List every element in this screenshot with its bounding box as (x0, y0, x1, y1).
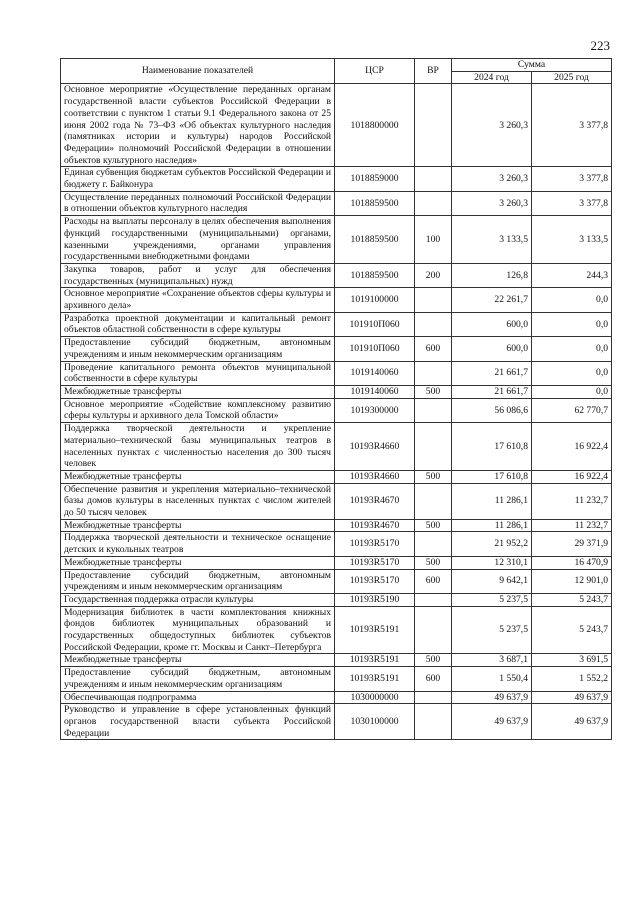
row-name: Межбюджетные трансферты (61, 654, 335, 667)
table-row (61, 704, 612, 740)
row-csr: 101910П060 (335, 337, 415, 361)
header-2024: 2024 год (452, 71, 532, 84)
row-2025: 3 133,5 (532, 216, 612, 264)
row-name: Обеспечивающая подпрограмма (61, 691, 335, 704)
row-2024: 3 260,3 (452, 84, 532, 167)
row-csr: 10193R5170 (335, 556, 415, 569)
row-vr: 500 (415, 519, 452, 532)
row-2024: 3 687,1 (452, 654, 532, 667)
row-2024: 5 237,5 (452, 593, 532, 606)
row-name: Межбюджетные трансферты (61, 556, 335, 569)
row-2024: 9 642,1 (452, 569, 532, 593)
row-name: Расходы на выплаты персоналу в целях обеспечения выполнения функций государственными (муниципальными) органами, казенными учреждениями, органами управления государственными внебюджетными фондами (61, 216, 335, 264)
row-vr (415, 191, 452, 215)
row-name: Закупка товаров, работ и услуг для обеспечения государственных (муниципальных) нужд (61, 263, 335, 287)
row-csr: 10193R4670 (335, 483, 415, 519)
row-2024: 56 086,6 (452, 398, 532, 422)
row-2024: 3 260,3 (452, 191, 532, 215)
row-vr (415, 691, 452, 704)
row-vr: 500 (415, 556, 452, 569)
row-csr: 10193R5191 (335, 606, 415, 654)
row-2024: 22 261,7 (452, 288, 532, 312)
row-2024: 21 661,7 (452, 385, 532, 398)
table-row (61, 263, 612, 287)
row-csr: 1018859500 (335, 216, 415, 264)
table-row (61, 519, 612, 532)
row-2025: 0,0 (532, 288, 612, 312)
row-2024: 12 310,1 (452, 556, 532, 569)
row-2025: 12 901,0 (532, 569, 612, 593)
header-csr: ЦСР (335, 59, 415, 84)
row-name: Межбюджетные трансферты (61, 519, 335, 532)
row-csr: 1019140060 (335, 361, 415, 385)
row-csr: 10193R5190 (335, 593, 415, 606)
table-row (61, 398, 612, 422)
table-row (61, 654, 612, 667)
row-vr (415, 606, 452, 654)
table-row (61, 483, 612, 519)
row-name: Государственная поддержка отрасли культуры (61, 593, 335, 606)
row-vr (415, 483, 452, 519)
row-2025: 3 377,8 (532, 191, 612, 215)
row-csr: 1019100000 (335, 288, 415, 312)
row-name: Основное мероприятие «Осуществление переданных органам государственной власти субъектов Российской Федерации в соответствии с пунктом 1 статьи 9.1 Федерального закона от 25 июня 2002 года № 73–ФЗ «Об объектах культурного наследия (памятниках истории и культуры) народов Российской Федерации» полномочий Российской Федерации в отношении объектов культурного наследия» (61, 84, 335, 167)
row-csr: 1019140060 (335, 385, 415, 398)
row-name: Предоставление субсидий бюджетным, автономным учреждениям и иным некоммерческим организациям (61, 337, 335, 361)
table-row (61, 84, 612, 167)
row-2024: 17 610,8 (452, 470, 532, 483)
row-2025: 0,0 (532, 337, 612, 361)
row-csr: 1018859500 (335, 263, 415, 287)
row-2025: 3 691,5 (532, 654, 612, 667)
row-vr: 600 (415, 337, 452, 361)
row-csr: 1019300000 (335, 398, 415, 422)
row-csr: 10193R5191 (335, 654, 415, 667)
row-name: Обеспечение развития и укрепления материально–технической базы домов культуры в населенных пунктах с числом жителей до 50 тысяч человек (61, 483, 335, 519)
row-2025: 3 377,8 (532, 167, 612, 191)
row-csr: 10193R5170 (335, 532, 415, 556)
row-2024: 21 952,2 (452, 532, 532, 556)
table-row (61, 288, 612, 312)
row-csr: 10193R4670 (335, 519, 415, 532)
row-name: Межбюджетные трансферты (61, 385, 335, 398)
row-vr: 500 (415, 654, 452, 667)
row-name: Единая субвенция бюджетам субъектов Российской Федерации и бюджету г. Байконура (61, 167, 335, 191)
row-2024: 126,8 (452, 263, 532, 287)
row-csr: 10193R4660 (335, 470, 415, 483)
row-name: Поддержка творческой деятельности и техническое оснащение детских и кукольных театров (61, 532, 335, 556)
row-2024: 600,0 (452, 337, 532, 361)
row-vr (415, 532, 452, 556)
row-vr: 600 (415, 569, 452, 593)
table-body (61, 84, 612, 740)
row-csr: 1018859500 (335, 191, 415, 215)
row-name: Поддержка творческой деятельности и укрепление материально–технической базы муниципальных театров в населенных пунктах с численностью населения до 300 тысяч человек (61, 423, 335, 471)
row-vr (415, 361, 452, 385)
table-row (61, 667, 612, 691)
row-vr (415, 312, 452, 336)
row-csr: 10193R5170 (335, 569, 415, 593)
row-2024: 3 133,5 (452, 216, 532, 264)
row-vr: 500 (415, 470, 452, 483)
row-name: Разработка проектной документации и капитальный ремонт объектов областной собственности в сфере культуры (61, 312, 335, 336)
row-name: Проведение капитального ремонта объектов муниципальной собственности в сфере культуры (61, 361, 335, 385)
table-row (61, 167, 612, 191)
row-2024: 49 637,9 (452, 691, 532, 704)
table-row (61, 361, 612, 385)
row-vr: 600 (415, 667, 452, 691)
row-name: Предоставление субсидий бюджетным, автономным учреждениям и иным некоммерческим организациям (61, 667, 335, 691)
row-2025: 29 371,9 (532, 532, 612, 556)
row-2025: 49 637,9 (532, 704, 612, 740)
row-2025: 62 770,7 (532, 398, 612, 422)
row-2025: 244,3 (532, 263, 612, 287)
header-2025: 2025 год (532, 71, 612, 84)
row-csr: 1018859000 (335, 167, 415, 191)
row-vr: 100 (415, 216, 452, 264)
row-csr: 10193R4660 (335, 423, 415, 471)
row-2025: 49 637,9 (532, 691, 612, 704)
row-vr: 200 (415, 263, 452, 287)
row-name: Модернизация библиотек в части комплектования книжных фондов библиотек муниципальных образований и государственных общедоступных библиотек субъектов Российской Федерации, кроме гг. Москвы и Санкт–Петербурга (61, 606, 335, 654)
row-2025: 11 232,7 (532, 483, 612, 519)
table-row (61, 532, 612, 556)
row-name: Руководство и управление в сфере установленных функций органов государственной власти субъекта Российской Федерации (61, 704, 335, 740)
row-2025: 16 922,4 (532, 470, 612, 483)
row-vr (415, 423, 452, 471)
row-csr: 101910П060 (335, 312, 415, 336)
table-row (61, 385, 612, 398)
row-2024: 1 550,4 (452, 667, 532, 691)
table-row (61, 470, 612, 483)
row-vr (415, 398, 452, 422)
row-2024: 11 286,1 (452, 483, 532, 519)
table-row (61, 216, 612, 264)
table-row (61, 606, 612, 654)
table-row (61, 337, 612, 361)
row-csr: 1018800000 (335, 84, 415, 167)
row-2025: 1 552,2 (532, 667, 612, 691)
header-name: Наименование показателей (61, 59, 335, 84)
row-2025: 16 470,9 (532, 556, 612, 569)
row-2025: 3 377,8 (532, 84, 612, 167)
page-number: 223 (590, 38, 610, 53)
row-csr: 1030100000 (335, 704, 415, 740)
row-2025: 0,0 (532, 385, 612, 398)
table-row (61, 423, 612, 471)
row-2025: 5 243,7 (532, 593, 612, 606)
table-row (61, 593, 612, 606)
table-row (61, 312, 612, 336)
row-2025: 5 243,7 (532, 606, 612, 654)
row-2024: 600,0 (452, 312, 532, 336)
row-vr: 500 (415, 385, 452, 398)
row-2024: 3 260,3 (452, 167, 532, 191)
table-row (61, 691, 612, 704)
row-name: Межбюджетные трансферты (61, 470, 335, 483)
budget-table (60, 58, 612, 740)
row-2025: 0,0 (532, 312, 612, 336)
row-2024: 49 637,9 (452, 704, 532, 740)
row-2025: 11 232,7 (532, 519, 612, 532)
table-row (61, 191, 612, 215)
row-vr (415, 84, 452, 167)
row-2024: 17 610,8 (452, 423, 532, 471)
row-2025: 16 922,4 (532, 423, 612, 471)
row-vr (415, 593, 452, 606)
row-vr (415, 704, 452, 740)
header-sum: Сумма (452, 59, 612, 72)
row-vr (415, 167, 452, 191)
row-name: Предоставление субсидий бюджетным, автономным учреждениям и иным некоммерческим организациям (61, 569, 335, 593)
header-vr: ВР (415, 59, 452, 84)
row-2024: 5 237,5 (452, 606, 532, 654)
row-name: Основное мероприятие «Содействие комплексному развитию сферы культуры и архивного дела Томской области» (61, 398, 335, 422)
row-2024: 11 286,1 (452, 519, 532, 532)
row-csr: 10193R5191 (335, 667, 415, 691)
row-2025: 0,0 (532, 361, 612, 385)
row-csr: 1030000000 (335, 691, 415, 704)
table-row (61, 569, 612, 593)
row-vr (415, 288, 452, 312)
row-name: Основное мероприятие «Сохранение объектов сферы культуры и архивного дела» (61, 288, 335, 312)
row-name: Осуществление переданных полномочий Российской Федерации в отношении объектов культурного наследия (61, 191, 335, 215)
table-row (61, 556, 612, 569)
row-2024: 21 661,7 (452, 361, 532, 385)
